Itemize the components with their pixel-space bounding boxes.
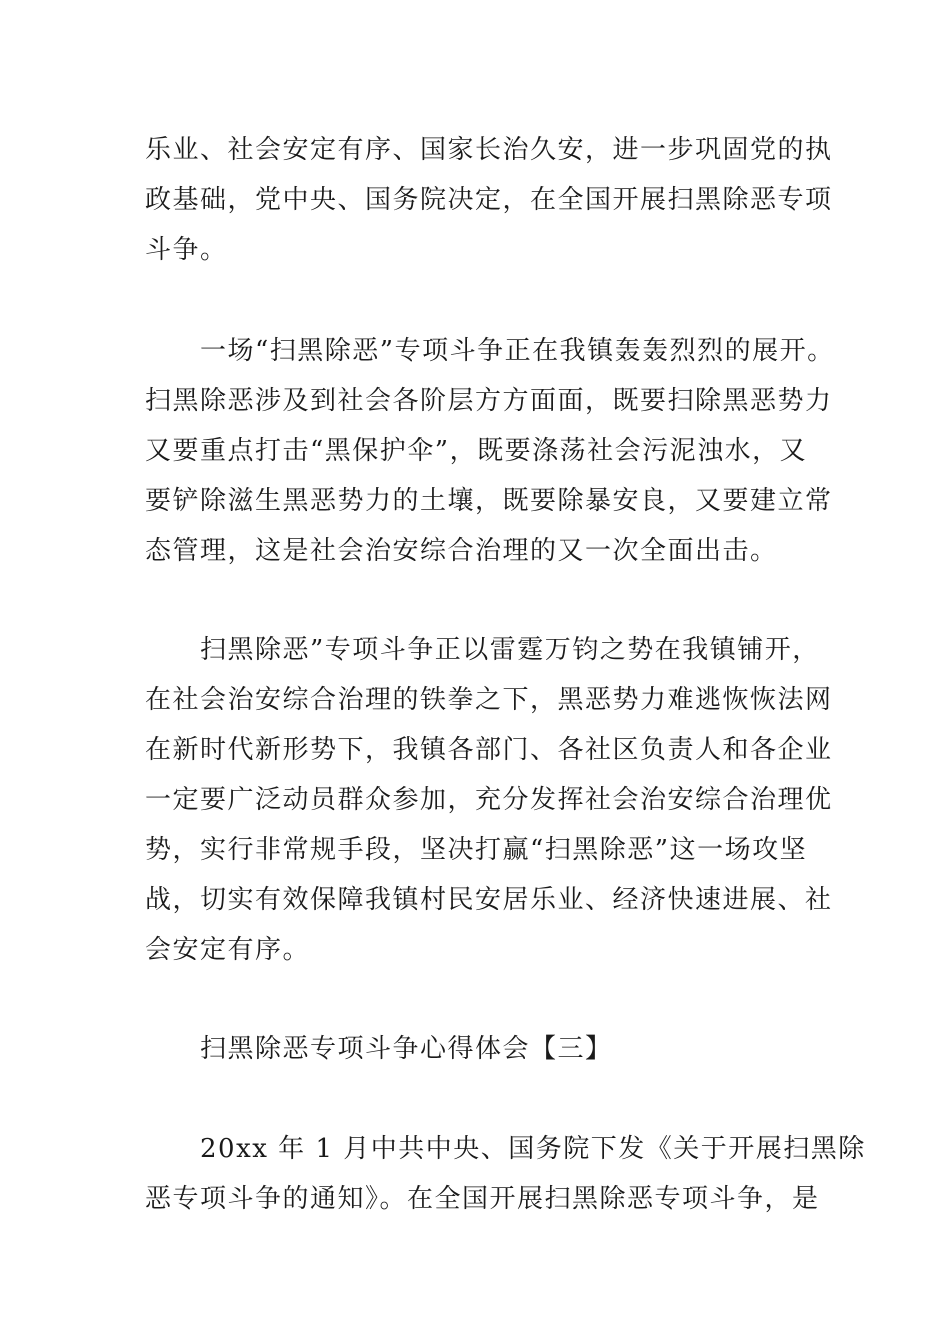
section-heading: 扫黑除恶专项斗争心得体会【三】 xyxy=(200,1034,613,1064)
text-line: 乐业、社会安定有序、国家长治久安，进一步巩固党的执 xyxy=(145,135,833,165)
text-line: 一定要广泛动员群众参加，充分发挥社会治安综合治理优 xyxy=(145,785,833,815)
text-line: 恶专项斗争的通知》。在全国开展扫黑除恶专项斗争，是 xyxy=(145,1184,820,1214)
text-line: 在新时代新形势下，我镇各部门、各社区负责人和各企业 xyxy=(145,735,833,765)
text-line: 20xx 年 1 月中共中央、国务院下发《关于开展扫黑除 xyxy=(200,1134,866,1164)
text-line: 又要重点打击“黑保护伞”，既要涤荡社会污泥浊水，又 xyxy=(145,436,808,466)
text-line: 在社会治安综合治理的铁拳之下，黑恶势力难逃恢恢法网 xyxy=(145,685,833,715)
text-line: 要铲除滋生黑恶势力的土壤，既要除暴安良，又要建立常 xyxy=(145,486,833,516)
text-line: 斗争。 xyxy=(145,235,228,265)
text-line: 战，切实有效保障我镇村民安居乐业、经济快速进展、社 xyxy=(145,885,833,915)
text-line: 势，实行非常规手段，坚决打赢“扫黑除恶”这一场攻坚 xyxy=(145,835,808,865)
text-line: 一场“扫黑除恶”专项斗争正在我镇轰轰烈烈的展开。 xyxy=(200,336,835,366)
text-line: 政基础，党中央、国务院决定，在全国开展扫黑除恶专项 xyxy=(145,185,833,215)
text-line: 会安定有序。 xyxy=(145,935,311,965)
text-line: 扫黑除恶”专项斗争正以雷霆万钧之势在我镇铺开， xyxy=(200,635,820,665)
text-line: 扫黑除恶涉及到社会各阶层方方面面，既要扫除黑恶势力 xyxy=(145,386,833,416)
text-line: 态管理，这是社会治安综合治理的又一次全面出击。 xyxy=(145,536,778,566)
